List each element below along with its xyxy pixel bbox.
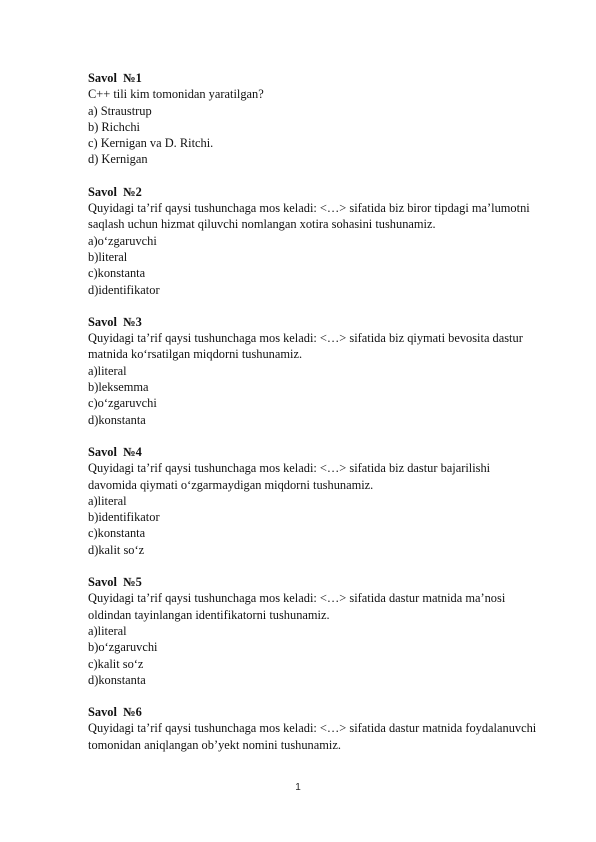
question-title: Savol №6 <box>88 705 142 720</box>
answer-option: a)literal <box>88 363 127 378</box>
answer-option: c)konstanta <box>88 266 146 281</box>
question-block <box>88 704 538 753</box>
question-list <box>88 70 538 769</box>
answer-option: c)konstanta <box>88 526 146 541</box>
question-title: Savol №3 <box>88 314 142 329</box>
answer-option: c)kalit so‘z <box>88 656 144 671</box>
question-block <box>88 314 538 428</box>
question-block <box>88 184 538 298</box>
question-block <box>88 574 538 688</box>
answer-option: a)literal <box>88 493 127 508</box>
question-title: Savol №1 <box>88 71 142 85</box>
question-title: Savol №5 <box>88 575 142 590</box>
answer-option: d)kalit so‘z <box>88 542 145 557</box>
answer-option: c)o‘zgaruvchi <box>88 396 157 411</box>
answer-option: a)literal <box>88 623 127 638</box>
answer-option: b) Richchi <box>88 119 140 134</box>
answer-option: b)identifikator <box>88 510 160 525</box>
question-title: Savol №4 <box>88 444 142 459</box>
question-text: Quyidagi ta’rif qaysi tushunchaga mos keladi: <…> sifatida dastur matnida ma’nosi oldindan tayinlangan identifikatorni tushunamiz. <box>88 591 506 622</box>
answer-option: b)literal <box>88 249 128 264</box>
answer-option: b)leksemma <box>88 380 149 395</box>
question-title: Savol №2 <box>88 184 142 199</box>
question-text: Quyidagi ta’rif qaysi tushunchaga mos keladi: <…> sifatida biz biror tipdagi ma’lumotni saqlash uchun hizmat qiluvchi nomlangan xotira sohasini tushunamiz. <box>88 201 530 232</box>
question-text: Quyidagi ta’rif qaysi tushunchaga mos keladi: <…> sifatida dastur matnida foydalanuvchi tomonidan aniqlangan ob’yekt nomini tushunamiz. <box>88 721 537 752</box>
question-text: Quyidagi ta’rif qaysi tushunchaga mos keladi: <…> sifatida biz dastur bajarilishi davomida qiymati o‘zgarmaydigan miqdorni tushunamiz. <box>88 461 491 492</box>
answer-option: c) Kernigan va D. Ritchi. <box>88 136 214 151</box>
question-block <box>88 70 538 168</box>
answer-option: d)konstanta <box>88 672 146 687</box>
question-text: Quyidagi ta’rif qaysi tushunchaga mos keladi: <…> sifatida biz qiymati bevosita dastur matnida ko‘rsatilgan miqdorni tushunamiz. <box>88 331 523 362</box>
answer-option: d) Kernigan <box>88 152 148 167</box>
page-number: 1 <box>295 782 301 793</box>
answer-option: d)konstanta <box>88 412 146 427</box>
question-text: C++ tili kim tomonidan yaratilgan? <box>88 87 264 102</box>
answer-option: d)identifikator <box>88 282 160 297</box>
answer-option: a) Straustrup <box>88 103 152 118</box>
answer-option: b)o‘zgaruvchi <box>88 640 158 655</box>
question-block <box>88 444 538 558</box>
answer-option: a)o‘zgaruvchi <box>88 233 157 248</box>
